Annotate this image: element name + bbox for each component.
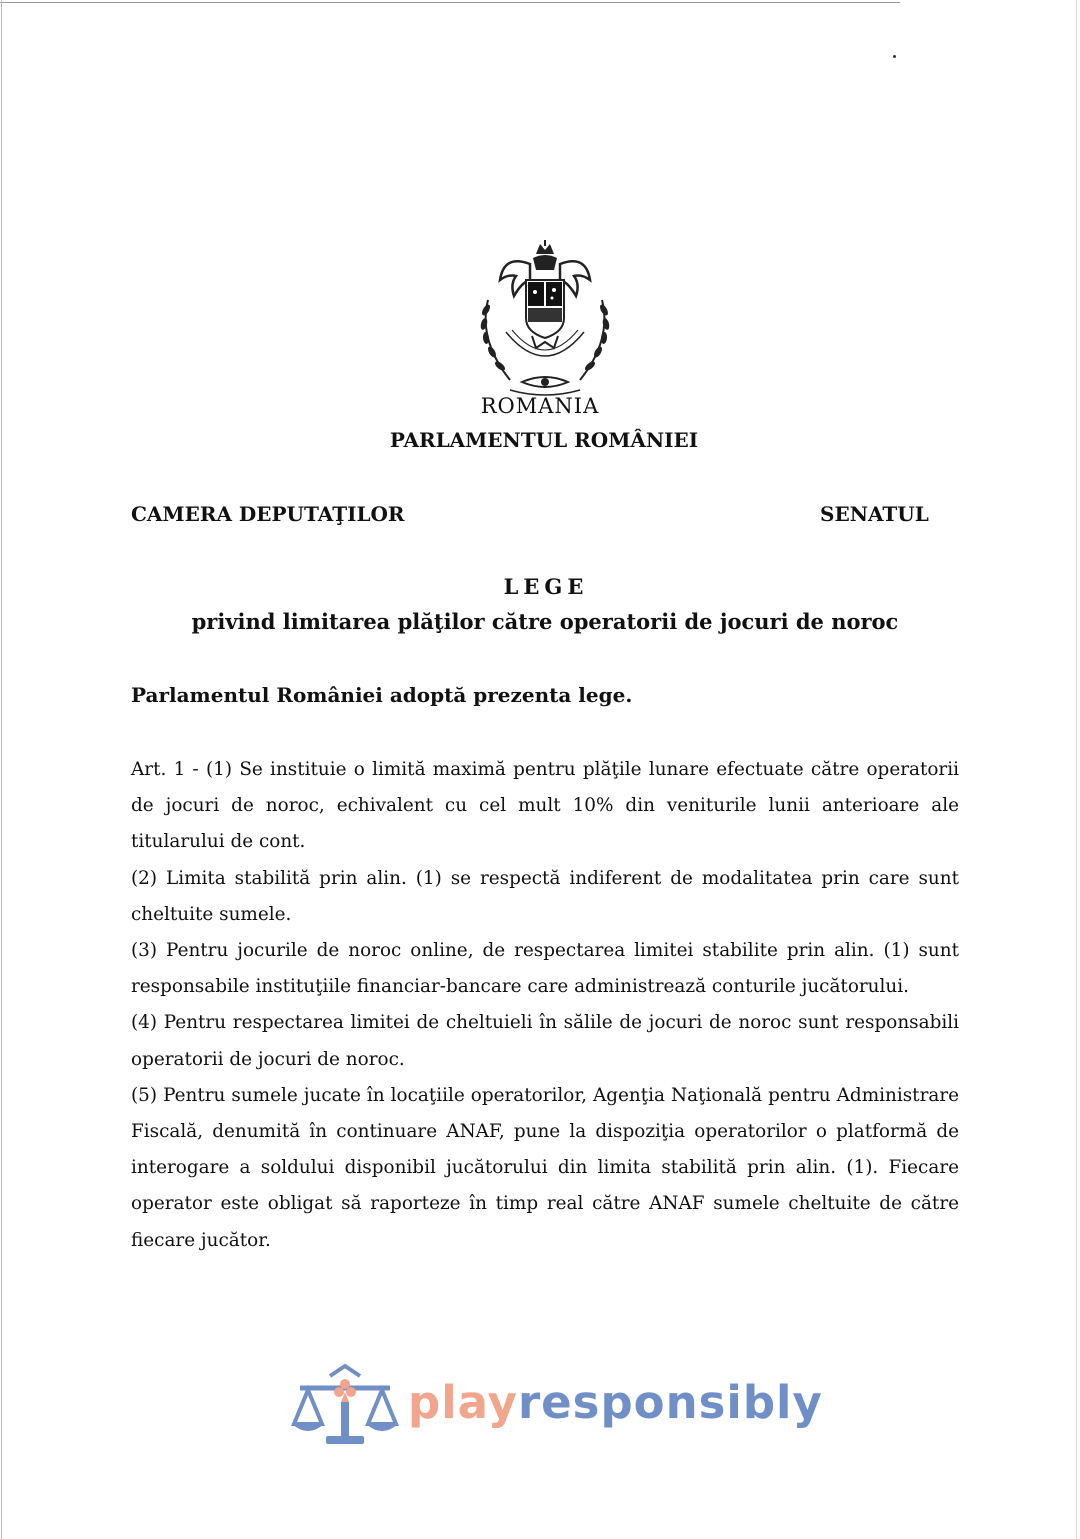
chamber-deputies-label: CAMERA DEPUTAŢILOR — [131, 502, 405, 526]
law-title: LEGE — [503, 574, 589, 599]
watermark-wordmark — [408, 1376, 823, 1429]
article-paragraph: Art. 1 - (1) Se instituie o limită maximă pentru plăţile lunare efectuate către operatorii de jocuri de noroc, echivalent cu cel mult 10% din veniturile lunii anterioare ale titularului de cont. — [131, 759, 959, 853]
senate-label: SENATUL — [820, 502, 929, 526]
coat-of-arms-icon — [470, 240, 620, 398]
adoption-statement: Parlamentul României adoptă prezenta lege. — [131, 683, 633, 707]
playresponsibly-watermark — [290, 1362, 850, 1457]
article-paragraph: (5) Pentru sumele jucate în locaţiile operatorilor, Agenţia Naţională pentru Administrare Fiscală, denumită în continuare ANAF, pune la dispoziţia operatorilor o platformă de interogare a soldului disponibil jucătorului din limita stabilită prin alin. (1). Fiecare operator este obligat să raporteze în timp real către ANAF sumele cheltuite de către fiecare jucător. — [131, 1084, 959, 1251]
country-name: ROMANIA — [480, 394, 600, 418]
scan-edge-top — [0, 2, 900, 3]
parliament-name: PARLAMENTUL ROMÂNIEI — [389, 428, 699, 452]
wordmark-play: play — [408, 1376, 518, 1429]
article-paragraph: (2) Limita stabilită prin alin. (1) se respectă indiferent de modalitatea prin care sunt cheltuite sumele. — [131, 867, 959, 925]
law-subtitle: privind limitarea plăţilor către operatorii de jocuri de noroc — [191, 609, 899, 634]
scales-icon — [290, 1362, 400, 1457]
wordmark-responsibly: responsibly — [517, 1376, 823, 1429]
scan-edge-left — [1, 0, 2, 1539]
scan-speck — [893, 55, 896, 58]
article-paragraph: (4) Pentru respectarea limitei de cheltuieli în sălile de jocuri de noroc sunt responsabili operatorii de jocuri de noroc. — [131, 1012, 959, 1070]
scan-edge-right — [1076, 0, 1077, 1539]
article-paragraph: (3) Pentru jocurile de noroc online, de respectarea limitei stabilite prin alin. (1) sunt responsabile instituţiile financiar-bancare care administrează conturile jucătorului. — [131, 940, 959, 998]
article-body — [131, 752, 959, 1259]
